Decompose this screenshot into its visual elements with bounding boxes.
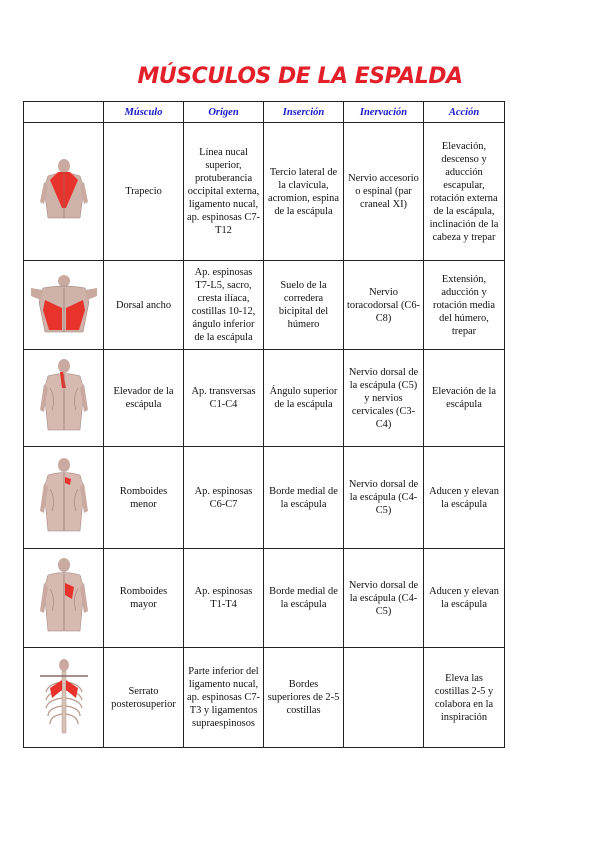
latissimus-dorsi-illustration-icon — [29, 274, 99, 336]
musculo-cell: Romboides menor — [104, 447, 184, 549]
rhomboid-minor-illustration-icon — [36, 457, 92, 539]
accion-cell: Elevación de la escápula — [424, 350, 505, 447]
table-row — [24, 350, 505, 447]
image-cell — [24, 350, 104, 447]
origen-cell: Línea nucal superior, protuberancia occipital externa, ligamento nucal, ap. espinosas C7-T12 — [184, 123, 264, 261]
accion-cell: Aducen y elevan la escápula — [424, 549, 505, 648]
origen-cell: Ap. espinosas T1-T4 — [184, 549, 264, 648]
inervacion-cell: Nervio accesorio o espinal (par craneal XI) — [344, 123, 424, 261]
inervacion-cell: Nervio dorsal de la escápula (C4-C5) — [344, 447, 424, 549]
table-header-row — [24, 102, 505, 123]
serratus-posterior-superior-illustration-icon — [36, 658, 92, 738]
page-title: MÚSCULOS DE LA ESPALDA — [137, 64, 463, 89]
musculo-cell: Dorsal ancho — [104, 261, 184, 350]
muscles-table — [23, 101, 505, 748]
accion-cell: Eleva las costillas 2-5 y colabora en la inspiración — [424, 648, 505, 748]
insercion-cell: Bordes superiores de 2-5 costillas — [264, 648, 344, 748]
table-row — [24, 447, 505, 549]
column-header-inervacion: Inervación — [344, 102, 424, 123]
musculo-cell: Romboides mayor — [104, 549, 184, 648]
trapezius-illustration-icon — [36, 158, 92, 226]
accion-cell: Elevación, descenso y aducción escapular, rotación externa de la escápula, inclinación de la cabeza y trepar — [424, 123, 505, 261]
insercion-cell: Tercio lateral de la clavícula, acromion, espina de la escápula — [264, 123, 344, 261]
table-row — [24, 549, 505, 648]
insercion-cell: Suelo de la corredera bicipital del húmero — [264, 261, 344, 350]
column-header-accion: Acción — [424, 102, 505, 123]
inervacion-cell: Nervio dorsal de la escápula (C4-C5) — [344, 549, 424, 648]
image-column-header — [24, 102, 104, 123]
origen-cell: Ap. espinosas C6-C7 — [184, 447, 264, 549]
musculo-cell: Trapecio — [104, 123, 184, 261]
origen-cell: Ap. espinosas T7-L5, sacro, cresta ilíaca, costillas 10-12, ángulo inferior de la escápula — [184, 261, 264, 350]
image-cell — [24, 549, 104, 648]
image-cell — [24, 123, 104, 261]
origen-cell: Parte inferior del ligamento nucal, ap. espinosas C7-T3 y ligamentos supraespinosos — [184, 648, 264, 748]
insercion-cell: Ángulo superior de la escápula — [264, 350, 344, 447]
accion-cell: Aducen y elevan la escápula — [424, 447, 505, 549]
origen-cell: Ap. transversas C1-C4 — [184, 350, 264, 447]
image-cell — [24, 648, 104, 748]
image-cell — [24, 261, 104, 350]
column-header-insercion: Inserción — [264, 102, 344, 123]
musculo-cell: Elevador de la escápula — [104, 350, 184, 447]
table-row — [24, 648, 505, 748]
insercion-cell: Borde medial de la escápula — [264, 447, 344, 549]
table-row — [24, 261, 505, 350]
musculo-cell: Serrato posterosuperior — [104, 648, 184, 748]
column-header-musculo: Músculo — [104, 102, 184, 123]
rhomboid-major-illustration-icon — [36, 557, 92, 639]
inervacion-cell: Nervio toracodorsal (C6-C8) — [344, 261, 424, 350]
accion-cell: Extensión, aducción y rotación media del húmero, trepar — [424, 261, 505, 350]
inervacion-cell: Nervio dorsal de la escápula (C5) y nervios cervicales (C3-C4) — [344, 350, 424, 447]
inervacion-cell — [344, 648, 424, 748]
levator-scapulae-illustration-icon — [36, 358, 92, 438]
column-header-origen: Origen — [184, 102, 264, 123]
image-cell — [24, 447, 104, 549]
table-row — [24, 123, 505, 261]
insercion-cell: Borde medial de la escápula — [264, 549, 344, 648]
